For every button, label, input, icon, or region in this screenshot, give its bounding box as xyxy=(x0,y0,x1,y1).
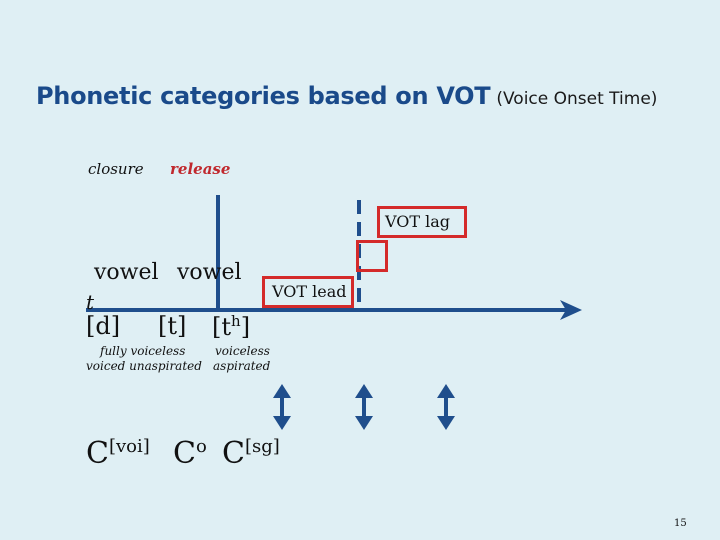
phone-d: [d] xyxy=(86,312,121,340)
title-sub: (Voice Onset Time) xyxy=(496,89,658,109)
vowel-label-2: vowel xyxy=(177,260,242,285)
desc-aspirated: aspirated xyxy=(213,359,271,373)
category-aspirated-base: C xyxy=(222,436,245,471)
vot-lead-label: VOT lead xyxy=(272,282,347,301)
category-plain-sup: o xyxy=(195,436,207,457)
category-plain-base: C xyxy=(173,436,196,471)
category-aspirated-sup: [sg] xyxy=(244,436,280,457)
category-voiced-sup: [voi] xyxy=(108,436,150,457)
lag-marker-box xyxy=(356,240,388,272)
phone-th-open: [t xyxy=(212,313,232,341)
category-plain xyxy=(173,436,207,471)
double-arrow-2 xyxy=(355,384,373,430)
desc-voiced-unaspirated: voiced unaspirated xyxy=(86,359,202,373)
double-arrow-1 xyxy=(273,384,291,430)
category-voiced xyxy=(86,436,150,471)
phone-th-h: h xyxy=(231,312,241,330)
desc-fully-voiceless: fully voiceless xyxy=(100,344,186,358)
vowel-label-1: vowel xyxy=(94,260,159,285)
category-voiced-base: C xyxy=(86,436,109,471)
t-label: t xyxy=(86,290,95,314)
phone-th-close: ] xyxy=(240,313,251,341)
phone-th xyxy=(212,312,250,341)
desc-voiceless: voiceless xyxy=(215,344,270,358)
phone-t: [t] xyxy=(158,312,187,340)
vot-lag-label: VOT lag xyxy=(385,212,451,231)
page-number: 15 xyxy=(674,518,687,529)
title-main: Phonetic categories based on VOT xyxy=(36,82,491,110)
closure-label: closure xyxy=(88,160,144,178)
release-label: release xyxy=(170,160,231,178)
category-aspirated xyxy=(222,436,280,471)
double-arrow-3 xyxy=(437,384,455,430)
